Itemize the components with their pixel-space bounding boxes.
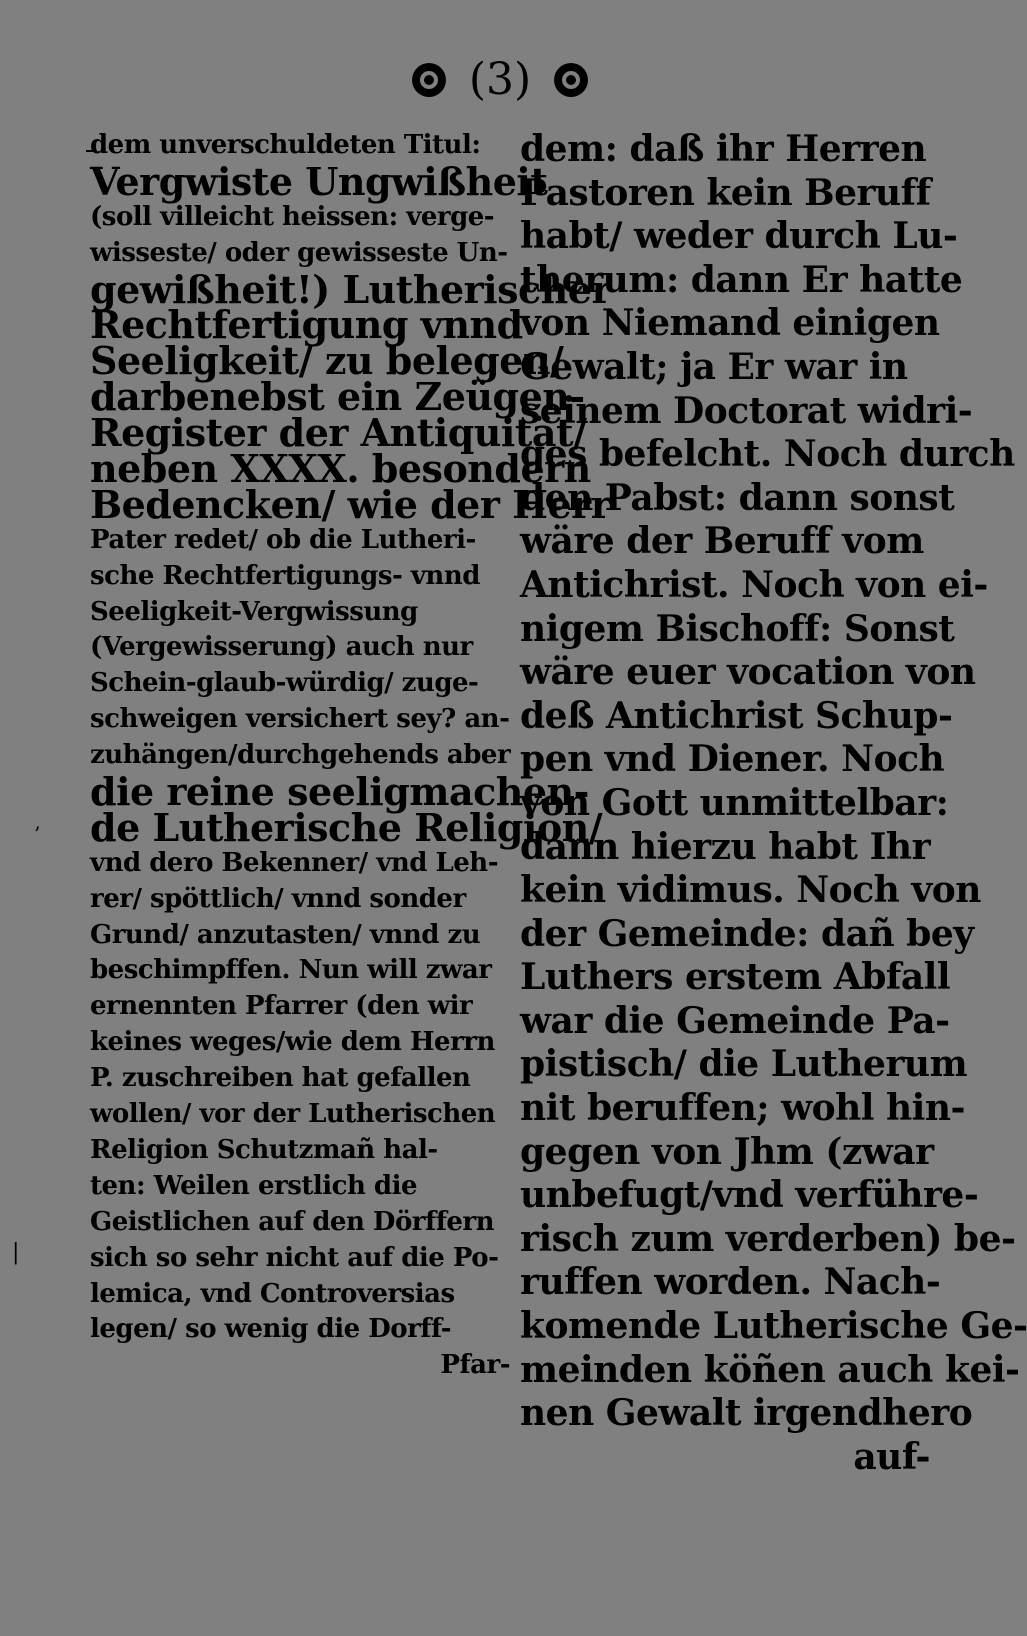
text-line: dann hierzu habt Ihr bbox=[520, 825, 931, 868]
text-line: nit beruffen; wohl hin- bbox=[520, 1087, 965, 1130]
margin-mark: | bbox=[12, 1240, 20, 1265]
text-line: Bedencken/ wie der Herr bbox=[90, 481, 611, 527]
text-line: habt/ weder durch Lu- bbox=[520, 215, 958, 258]
flower-ornament-icon bbox=[549, 58, 593, 102]
text-line: komende Lutherische Ge- bbox=[520, 1305, 1027, 1348]
text-line: ruffen worden. Nach- bbox=[520, 1261, 941, 1304]
text-line: therum: dann Er hatte bbox=[520, 258, 963, 301]
text-line: neben XXXX. besondern bbox=[90, 446, 591, 492]
text-line: gegen von Jhm (zwar bbox=[520, 1130, 934, 1173]
text-line: nen Gewalt irgendhero bbox=[520, 1392, 973, 1435]
margin-mark: ’ bbox=[34, 822, 41, 846]
text-line: von Gott unmittelbar: bbox=[520, 781, 949, 824]
text-line: Pfar- bbox=[440, 1350, 510, 1381]
text-line: Geistlichen auf den Dörffern bbox=[90, 1206, 495, 1237]
text-line: darbenebst ein Zeügen- bbox=[90, 374, 585, 420]
text-line: seinem Doctorat widri- bbox=[520, 389, 973, 432]
text-line: rer/ spöttlich/ vnnd sonder bbox=[90, 883, 466, 914]
text-line: P. zuschreiben hat gefallen bbox=[90, 1063, 471, 1094]
text-line: keines weges/wie dem Herrn bbox=[90, 1027, 495, 1058]
text-line: Seeligkeit/ zu belegen/ bbox=[90, 338, 564, 384]
text-line: wollen/ vor der Lutherischen bbox=[90, 1099, 496, 1130]
text-line: pistisch/ die Lutherum bbox=[520, 1043, 968, 1086]
text-line: auf- bbox=[853, 1435, 930, 1478]
page-number: (3) bbox=[468, 54, 532, 105]
text-line: Religion Schutzmañ hal- bbox=[90, 1134, 438, 1165]
text-line: ten: Weilen erstlich die bbox=[90, 1170, 418, 1201]
text-line: der Gemeinde: dañ bey bbox=[520, 912, 974, 955]
text-line: zuhängen/durchgehends aber bbox=[90, 740, 511, 771]
text-line: wäre euer vocation von bbox=[520, 651, 976, 694]
text-line: kein vidimus. Noch von bbox=[520, 869, 981, 912]
right-column bbox=[520, 128, 1027, 1479]
text-line: (Vergewisserung) auch nur bbox=[90, 632, 473, 663]
text-line: Seeligkeit-Vergwissung bbox=[90, 596, 418, 627]
text-line: deß Antichrist Schup- bbox=[520, 694, 953, 737]
text-line: war die Gemeinde Pa- bbox=[520, 999, 950, 1042]
text-line: Grund/ anzutasten/ vnnd zu bbox=[90, 919, 481, 950]
text-line: unbefugt/vnd verführe- bbox=[520, 1174, 979, 1217]
text-line: wäre der Beruff vom bbox=[520, 520, 924, 563]
text-line: schweigen versichert sey? an- bbox=[90, 704, 510, 735]
text-line: pen vnd Diener. Noch bbox=[520, 738, 945, 781]
flower-ornament-icon bbox=[407, 58, 451, 102]
text-line: Register der Antiquität/ bbox=[90, 410, 587, 456]
text-line: Rechtfertigung vnnd bbox=[90, 302, 523, 348]
left-column bbox=[90, 128, 611, 1384]
text-line: vnd dero Bekenner/ vnd Leh- bbox=[90, 847, 498, 878]
text-line: wisseste/ oder gewisseste Un- bbox=[90, 237, 508, 268]
text-line: den Pabst: dann sonst bbox=[520, 476, 955, 519]
text-line: die reine seeligmachen- bbox=[90, 769, 589, 815]
text-line: Antichrist. Noch von ei- bbox=[520, 563, 988, 606]
text-line: Gewalt; ja Er war in bbox=[520, 345, 908, 388]
text-line: sche Rechtfertigungs- vnnd bbox=[90, 560, 480, 591]
text-line: gewißheit!) Lutherischer bbox=[90, 266, 611, 312]
text-line: legen/ so wenig die Dorff- bbox=[90, 1314, 452, 1345]
text-line: nigem Bischoff: Sonst bbox=[520, 607, 955, 650]
page-header bbox=[0, 54, 1000, 105]
text-line: (soll villeicht heissen: verge- bbox=[90, 201, 495, 232]
text-line: de Lutherische Religion/ bbox=[90, 804, 603, 850]
text-line: Schein-glaub-würdig/ zuge- bbox=[90, 668, 479, 699]
text-line: ernennten Pfarrer (den wir bbox=[90, 991, 473, 1022]
text-line: dem: daß ihr Herren bbox=[520, 128, 927, 170]
text-line: sich so sehr nicht auf die Po- bbox=[90, 1242, 499, 1273]
text-line: Pater redet/ ob die Lutheri- bbox=[90, 524, 476, 555]
text-line: Vergwiste Ungwißheit bbox=[90, 158, 548, 204]
text-line: von Niemand einigen bbox=[520, 302, 940, 345]
text-line: Pastoren kein Beruff bbox=[520, 171, 931, 214]
text-line: lemica, vnd Controversias bbox=[90, 1278, 455, 1309]
text-line: Luthers erstem Abfall bbox=[520, 956, 951, 999]
text-line: dem unverschuldeten Titul: bbox=[90, 130, 481, 160]
text-line: ges befelcht. Noch durch bbox=[520, 433, 1015, 476]
text-line: meinden köñen auch kei- bbox=[520, 1348, 1020, 1391]
text-line: beschimpffen. Nun will zwar bbox=[90, 955, 492, 986]
text-line: risch zum verderben) be- bbox=[520, 1217, 1016, 1260]
